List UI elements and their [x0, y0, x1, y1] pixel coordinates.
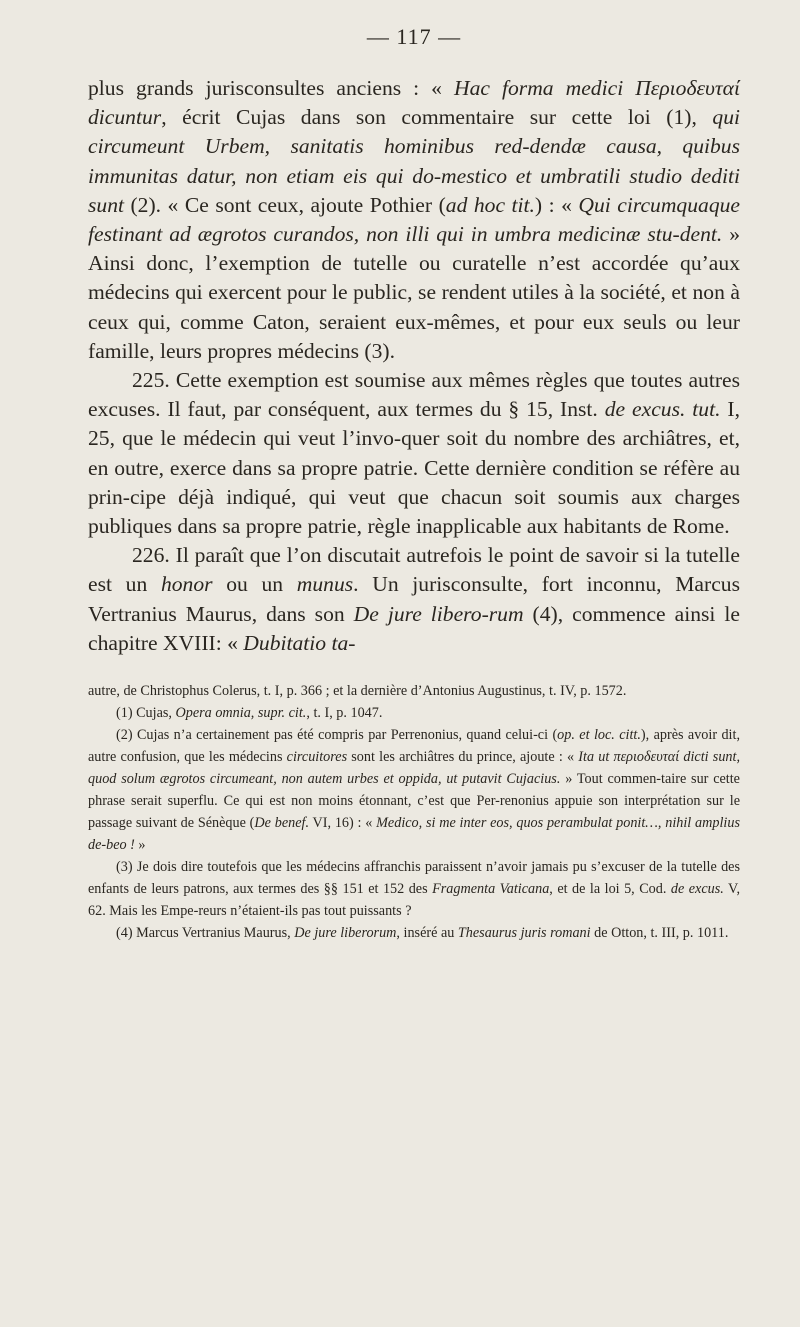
latin-term: honor	[160, 572, 213, 597]
latin-quote: Ita ut περιοδευταί dicti sunt, quod solum ægrotos circumeant, non autem urbes et oppida, ut putavit Cujacius.	[88, 749, 740, 788]
citation: De benef.	[254, 815, 309, 832]
text-run: , et de la loi 5, Cod.	[549, 881, 671, 898]
citation: op. et loc. citt.	[557, 727, 641, 744]
text-run: ), après avoir dit, autre confusion, que les médecins	[88, 727, 740, 766]
footnote-3	[88, 856, 740, 922]
citation: de excus.	[670, 881, 724, 898]
latin-quote: Dubitatio ta-	[243, 630, 356, 655]
text-run: (4) Marcus Vertranius Maurus,	[116, 925, 295, 942]
latin-quote: Medico, si me inter eos, quos perambulat ponit…, nihil amplius de-beo !	[88, 815, 740, 854]
book-title: De jure liberorum	[294, 925, 397, 942]
latin-quote: qui circumeunt Urbem, sanitatis hominibus red-dendæ causa, quibus immunitas datur, non etiam eis qui do-mestico et umbratili studio dediti sunt	[88, 105, 740, 217]
text-run: 225. Cette exemption est soumise aux mêmes règles que toutes autres excuses. Il faut, par conséquent, aux termes du § 15, Inst.	[88, 368, 740, 422]
text-run: , t. I, p. 1047.	[306, 705, 383, 722]
latin-term: munus	[296, 572, 354, 597]
text-run: V, 62. Mais les Empe-reurs n’étaient-ils pas tout puissants ?	[88, 881, 740, 920]
text-run: , écrit Cujas dans son commentaire sur cette loi (1),	[161, 105, 713, 130]
latin-quote: Qui circumquaque festinant ad ægrotos curandos, non illi qui in umbra medicinæ stu-dent.	[88, 192, 741, 247]
footnote-continuation: autre, de Christophus Colerus, t. I, p. 366 ; et la dernière d’Antonius Augustinus, t. IV, p. 1572.	[88, 683, 627, 700]
text-run: 226. Il paraît que l’on discutait autrefois le point de savoir si la tutelle est un	[88, 543, 740, 597]
footnote-1	[88, 702, 740, 724]
book-title: De jure libero-rum	[353, 601, 524, 626]
main-text	[88, 74, 740, 658]
book-title: Thesaurus juris romani	[457, 925, 591, 942]
citation: Opera omnia, supr. cit.	[175, 705, 307, 722]
text-run: VI, 16) : «	[309, 815, 377, 832]
text-run: ) : «	[534, 192, 579, 217]
text-run: I, 25, que le médecin qui veut l’invo-quer soit du nombre des archiâtres, et, en outre, exerce dans sa propre patrie. Cette dernière condition se réfère au prin-cipe déjà indiqué, qui veut que chacun soit soumis aux charges publiques dans sa propre patrie, règle inapplicable aux habitants de Rome.	[88, 397, 740, 539]
text-run: »	[134, 837, 146, 854]
citation: de excus. tut.	[604, 397, 721, 422]
footnotes	[88, 680, 740, 944]
footnote-2	[88, 724, 740, 856]
text-run: sont les archiâtres du prince, ajoute : «	[347, 749, 579, 766]
text-run: de Otton, t. III, p. 1011.	[590, 925, 729, 942]
paragraph-226	[88, 541, 740, 658]
paragraph-225	[88, 366, 740, 541]
text-run: (1) Cujas,	[116, 705, 176, 722]
text-run: (3) Je dois dire toutefois que les médecins affranchis paraissent n’avoir jamais pu s’excuser de la tutelle des enfants de leurs patrons, aux termes des §§ 151 et 152 des	[88, 859, 740, 898]
text-run: . Un jurisconsulte, fort inconnu, Marcus Vertranius Maurus, dans son	[88, 572, 740, 626]
text-run: , inséré au	[396, 925, 458, 942]
page-number-header: — 117 —	[366, 24, 462, 49]
text-run: » Ainsi donc, l’exemption de tutelle ou curatelle n’est accordée qu’aux médecins qui exercent pour le public, se rendent utiles à la société, et non à ceux qui, comme Caton, seraient eux-mêmes, et pour eux seuls ou leur famille, leurs propres médecins (3).	[88, 222, 740, 363]
latin-quote: Hac forma medici Περιοδευταί dicuntur	[88, 76, 740, 130]
book-title: Fragmenta Vaticana	[432, 881, 550, 898]
text-run: (2) Cujas n’a certainement pas été compris par Perrenonius, quand celui-ci (	[116, 727, 558, 744]
citation: ad hoc tit.	[445, 192, 535, 217]
latin-term: circuitores	[286, 749, 348, 766]
footnote-4	[88, 922, 740, 944]
text-run: » Tout commen-taire sur cette phrase serait superflu. Ce qui est non moins étonnant, c’est que Per-renonius appuie son interprétation sur le passage suivant de Sénèque (	[88, 771, 740, 832]
text-run: (4), commence ainsi le chapitre XVIII: «	[88, 601, 740, 655]
text-run: ou un	[212, 572, 297, 597]
text-run: (2). « Ce sont ceux, ajoute Pothier (	[124, 192, 446, 217]
text-run: plus grands jurisconsultes anciens : «	[88, 76, 455, 100]
paragraph-continuation	[88, 74, 740, 366]
